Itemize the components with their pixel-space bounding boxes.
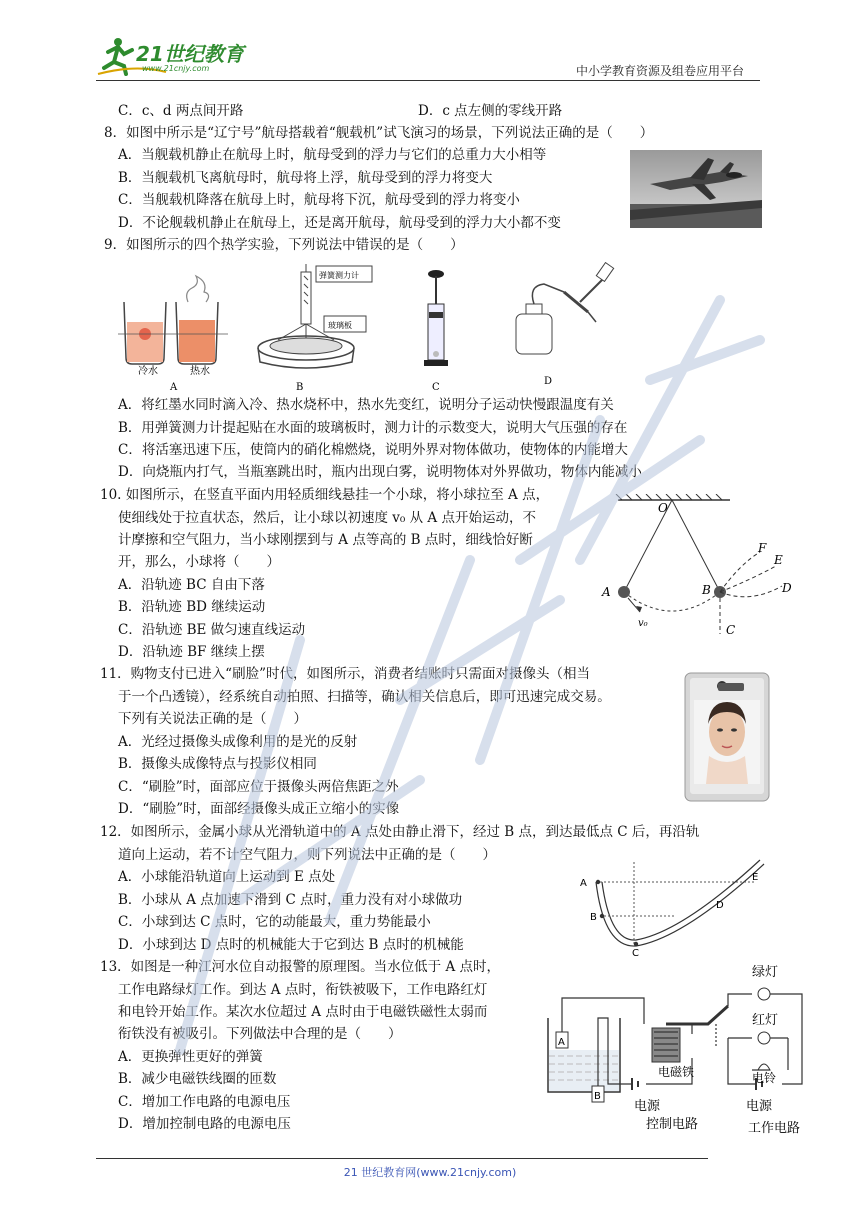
q8-option-d: D．不论舰载机静止在航母上，还是离开航母，航母受到的浮力大小都不变 bbox=[118, 215, 561, 231]
q9-figures bbox=[118, 262, 638, 394]
q10-stem-line1: 10. 如图所示，在竖直平面内用轻质细线悬挂一个小球，将小球拉至 A 点， bbox=[100, 487, 550, 503]
q10-option-a: A．沿轨迹 BC 自由下落 bbox=[118, 577, 265, 593]
q9-label-spring: 弹簧测力计 bbox=[319, 271, 359, 280]
q7-option-c: C．c、d 两点间开路 bbox=[118, 103, 244, 119]
q12-option-b: B．小球从 A 点加速下滑到 C 点时，重力没有对小球做功 bbox=[118, 892, 463, 908]
q13-label-source2: 电源 bbox=[746, 1099, 773, 1114]
q12-option-d: D．小球到达 D 点时的机械能大于它到达 B 点时的机械能 bbox=[118, 937, 464, 953]
q13-label-control: 控制电路 bbox=[646, 1117, 699, 1132]
q9-option-a: A．将红墨水同时滴入冷、热水烧杯中，热水先变红，说明分子运动快慢跟温度有关 bbox=[118, 397, 614, 413]
q13-label-electromagnet: 电磁铁 bbox=[658, 1065, 695, 1079]
logo-main-text: 21世纪教育 bbox=[136, 42, 244, 66]
q10-label-o: O bbox=[658, 501, 668, 515]
beaker-hot-icon bbox=[176, 276, 218, 364]
q9-label-d: D bbox=[544, 376, 553, 387]
q13-stem-line3: 和电铃开始工作。某次水位超过 A 点时由于电磁铁磁性太弱而 bbox=[118, 1004, 488, 1020]
track-diagram bbox=[574, 858, 774, 958]
q9-label-b: B bbox=[296, 382, 304, 393]
q12-label-c: C bbox=[632, 948, 639, 958]
q9-label-a: A bbox=[170, 382, 178, 393]
q10-label-c: C bbox=[726, 623, 736, 637]
q8-option-b: B．当舰载机飞离航母时，航母将上浮，航母受到的浮力将变大 bbox=[118, 170, 493, 186]
q10-option-b: B．沿轨迹 BD 继续运动 bbox=[118, 599, 266, 615]
q12-option-c: C．小球到达 C 点时，它的动能最大，重力势能最小 bbox=[118, 914, 431, 930]
q11-option-a: A．光经过摄像头成像利用的是光的反射 bbox=[118, 734, 358, 750]
pendulum-diagram bbox=[600, 494, 800, 638]
q13-label-bell: 电铃 bbox=[752, 1071, 777, 1085]
q10-label-a: A bbox=[602, 585, 611, 599]
q8-option-c: C．当舰载机降落在航母上时，航母将下沉，航母受到的浮力将变小 bbox=[118, 192, 520, 208]
carrier-jet-photo bbox=[630, 150, 762, 228]
q10-stem-line2: 使细线处于拉直状态，然后，让小球以初速度 v₀ 从 A 点开始运动，不 bbox=[118, 510, 536, 526]
beaker-cold-icon bbox=[124, 302, 166, 364]
header-divider bbox=[96, 80, 760, 81]
q12-label-a: A bbox=[580, 878, 587, 889]
piston-cylinder-icon bbox=[424, 270, 448, 366]
q10-option-c: C．沿轨迹 BE 做匀速直线运动 bbox=[118, 622, 306, 638]
q10-stem-line4: 开，那么，小球将（ ） bbox=[118, 554, 280, 570]
site-logo bbox=[96, 34, 256, 78]
face-scan-device-photo bbox=[684, 672, 770, 802]
q9-option-c: C．将活塞迅速下压，使筒内的硝化棉燃烧，说明外界对物体做功，使物体的内能增大 bbox=[118, 442, 628, 458]
q11-stem-line2: 于一个凸透镜），经系统自动拍照、扫描等，确认相关信息后，即可迅速完成交易。 bbox=[118, 689, 611, 705]
q9-option-b: B．用弹簧测力计提起贴在水面的玻璃板时，测力计的示数变大，说明大气压强的存在 bbox=[118, 420, 628, 436]
q13-option-a: A．更换弹性更好的弹簧 bbox=[118, 1049, 263, 1065]
q9-label-cold: 冷水 bbox=[138, 366, 158, 377]
q13-label-green: 绿灯 bbox=[752, 965, 779, 980]
q7-option-d: D．c 点左侧的零线开路 bbox=[418, 103, 563, 119]
q13-label-source1: 电源 bbox=[634, 1099, 661, 1114]
q12-stem-line1: 12．如图所示，金属小球从光滑轨道中的 A 点处由静止滑下，经过 B 点，到达最低点 C 后，再沿轨 bbox=[100, 824, 700, 840]
q11-option-b: B．摄像头成像特点与投影仪相同 bbox=[118, 756, 317, 772]
q13-stem-line2: 工作电路绿灯工作。到达 A 点时，衔铁被吸下，工作电路红灯 bbox=[118, 982, 488, 998]
q9-stem: 9．如图所示的四个热学实验，下列说法中错误的是（ ） bbox=[104, 237, 464, 253]
flask-pump-icon bbox=[516, 263, 614, 354]
q10-stem-line3: 计摩擦和空气阻力，当小球刚摆到与 A 点等高的 B 点时，细线恰好断 bbox=[118, 532, 533, 548]
q10-label-v0: v₀ bbox=[638, 618, 648, 629]
q11-option-d: D．“刷脸”时，面部经摄像头成正立缩小的实像 bbox=[118, 801, 400, 817]
q11-stem-line1: 11．购物支付已进入“刷脸”时代，如图所示，消费者结账时只需面对摄像头（相当 bbox=[100, 666, 590, 682]
q8-option-a: A．当舰载机静止在航母上时，航母受到的浮力与它们的总重力大小相等 bbox=[118, 147, 547, 163]
water-basin-icon bbox=[258, 336, 354, 368]
q12-label-d: D bbox=[716, 900, 724, 911]
q13-label-work: 工作电路 bbox=[748, 1121, 801, 1136]
q13-option-d: D．增加控制电路的电源电压 bbox=[118, 1116, 291, 1132]
q9-label-c: C bbox=[432, 382, 440, 393]
q10-label-e: E bbox=[774, 553, 783, 567]
q9-option-d: D．向烧瓶内打气，当瓶塞跳出时，瓶内出现白雾，说明物体对外界做功，物体内能减小 bbox=[118, 464, 642, 480]
q13-option-b: B．减少电磁铁线圈的匝数 bbox=[118, 1071, 277, 1087]
q10-label-d: D bbox=[782, 581, 792, 595]
q10-label-f: F bbox=[758, 541, 767, 555]
q9-label-glass: 玻璃板 bbox=[328, 321, 352, 330]
q12-label-e: E bbox=[752, 872, 759, 883]
q9-label-hot: 热水 bbox=[190, 366, 210, 377]
q13-option-c: C．增加工作电路的电源电压 bbox=[118, 1094, 291, 1110]
footer-link[interactable]: 21 世纪教育网(www.21cnjy.com) bbox=[343, 1166, 517, 1179]
q13-label-red: 红灯 bbox=[752, 1013, 779, 1028]
footer-divider bbox=[96, 1158, 708, 1159]
q12-label-b: B bbox=[590, 912, 597, 923]
q8-stem: 8．如图中所示是“辽宁号”航母搭载着“舰载机”试飞演习的场景，下列说法正确的是（ ） bbox=[104, 125, 654, 141]
q13-label-a: A bbox=[558, 1037, 565, 1048]
q13-stem-line4: 衔铁没有被吸引。下列做法中合理的是（ ） bbox=[118, 1026, 402, 1042]
q13-label-b: B bbox=[594, 1091, 601, 1102]
q12-option-a: A．小球能沿轨道向上运动到 E 点处 bbox=[118, 869, 336, 885]
water-alarm-circuit bbox=[542, 958, 812, 1138]
q11-stem-line3: 下列有关说法正确的是（ ） bbox=[118, 711, 307, 727]
platform-name: 中小学教育资源及组卷应用平台 bbox=[576, 64, 745, 78]
q10-option-d: D．沿轨迹 BF 继续上摆 bbox=[118, 644, 265, 660]
q10-label-b: B bbox=[702, 583, 711, 597]
logo-url-text: www.21cnjy.com bbox=[142, 64, 210, 73]
q11-option-c: C．“刷脸”时，面部应位于摄像头两倍焦距之外 bbox=[118, 779, 399, 795]
q12-stem-line2: 道向上运动，若不计空气阻力，则下列说法中正确的是（ ） bbox=[118, 847, 496, 863]
q13-stem-line1: 13．如图是一种江河水位自动报警的原理图。当水位低于 A 点时， bbox=[100, 959, 501, 975]
